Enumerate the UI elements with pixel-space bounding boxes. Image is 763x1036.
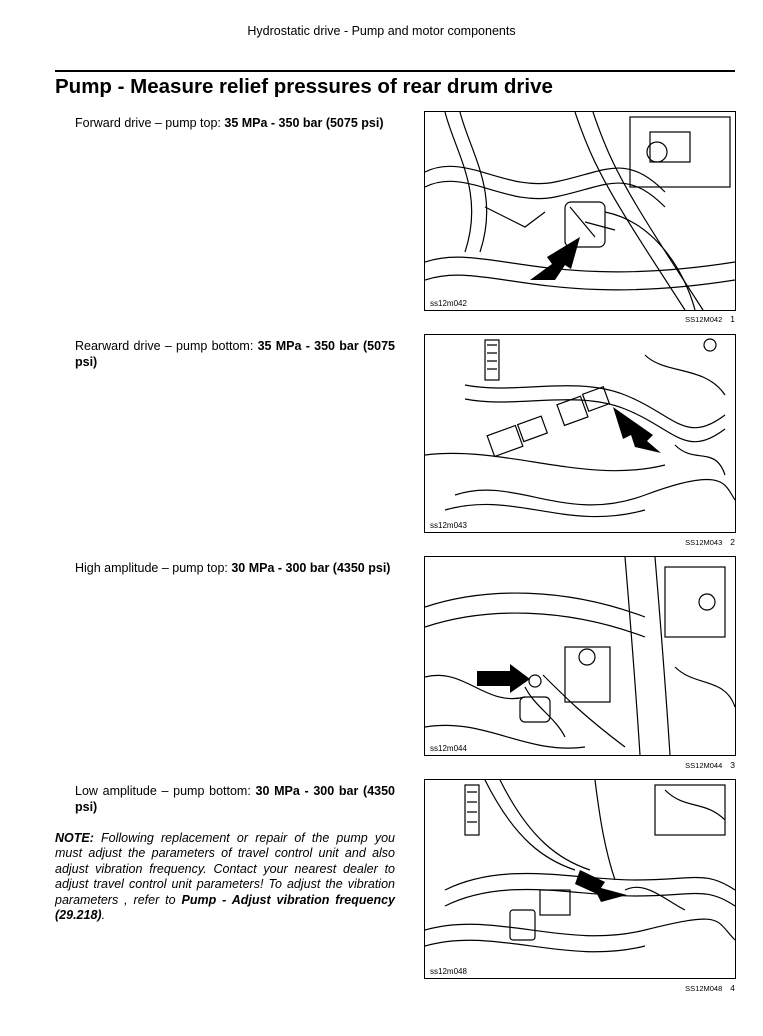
figure-3-number: 3 <box>730 760 735 770</box>
step-1-label: Forward drive – pump top: <box>75 115 225 130</box>
page-title: Pump - Measure relief pressures of rear drum drive <box>55 75 553 98</box>
figure-3-image-code: ss12m044 <box>430 744 467 753</box>
note-paragraph <box>55 831 395 925</box>
figure-2-ref: SS12M043 <box>685 538 723 547</box>
step-2-text <box>75 338 395 370</box>
figure-1-image-code: ss12m042 <box>430 299 467 308</box>
figure-1 <box>424 111 736 311</box>
running-header: Hydrostatic drive - Pump and motor components <box>247 24 516 38</box>
figure-3-illustration <box>425 557 735 755</box>
figure-2-caption <box>685 537 735 547</box>
figure-4-image-code: ss12m048 <box>430 967 467 976</box>
step-3-label: High amplitude – pump top: <box>75 560 232 575</box>
note-reference-link[interactable]: Pump - Adjust vibration frequency (29.218) <box>55 892 395 923</box>
figure-3-caption <box>685 760 735 770</box>
step-4-label: Low amplitude – pump bottom: <box>75 783 256 798</box>
figure-2-illustration <box>425 335 735 532</box>
step-4-text <box>75 783 395 815</box>
figure-2-number: 2 <box>730 537 735 547</box>
figure-1-caption <box>685 314 735 324</box>
note-end: . <box>101 908 106 923</box>
figure-4-illustration <box>425 780 735 978</box>
figure-4-number: 4 <box>730 983 735 993</box>
step-1-text <box>75 115 395 131</box>
note-label: NOTE: <box>55 830 94 845</box>
step-1-value: 35 MPa - 350 bar (5075 psi) <box>224 115 384 130</box>
figure-1-number: 1 <box>730 314 735 324</box>
figure-3 <box>424 556 736 756</box>
step-2-label: Rearward drive – pump bottom: <box>75 338 258 353</box>
step-3-text <box>75 560 395 576</box>
figure-1-illustration <box>425 112 735 310</box>
figure-4-caption <box>685 983 735 993</box>
note-text: Following replacement or repair of the pump you must adjust the parameters of travel control unit and also adjust vibration frequency. Contact your nearest dealer to adjust travel control unit parameters! To adjust the vibration parameters , refer to <box>55 830 395 907</box>
figure-2-image-code: ss12m043 <box>430 521 467 530</box>
figure-4 <box>424 779 736 979</box>
figure-2 <box>424 334 736 533</box>
step-4-value: 30 MPa - 300 bar (4350 psi) <box>75 783 395 814</box>
title-rule <box>55 70 735 72</box>
step-2-value: 35 MPa - 350 bar (5075 psi) <box>75 338 395 369</box>
step-3-value: 30 MPa - 300 bar (4350 psi) <box>231 560 391 575</box>
figure-1-ref: SS12M042 <box>685 315 723 324</box>
figure-4-ref: SS12M048 <box>685 984 723 993</box>
figure-3-ref: SS12M044 <box>685 761 723 770</box>
